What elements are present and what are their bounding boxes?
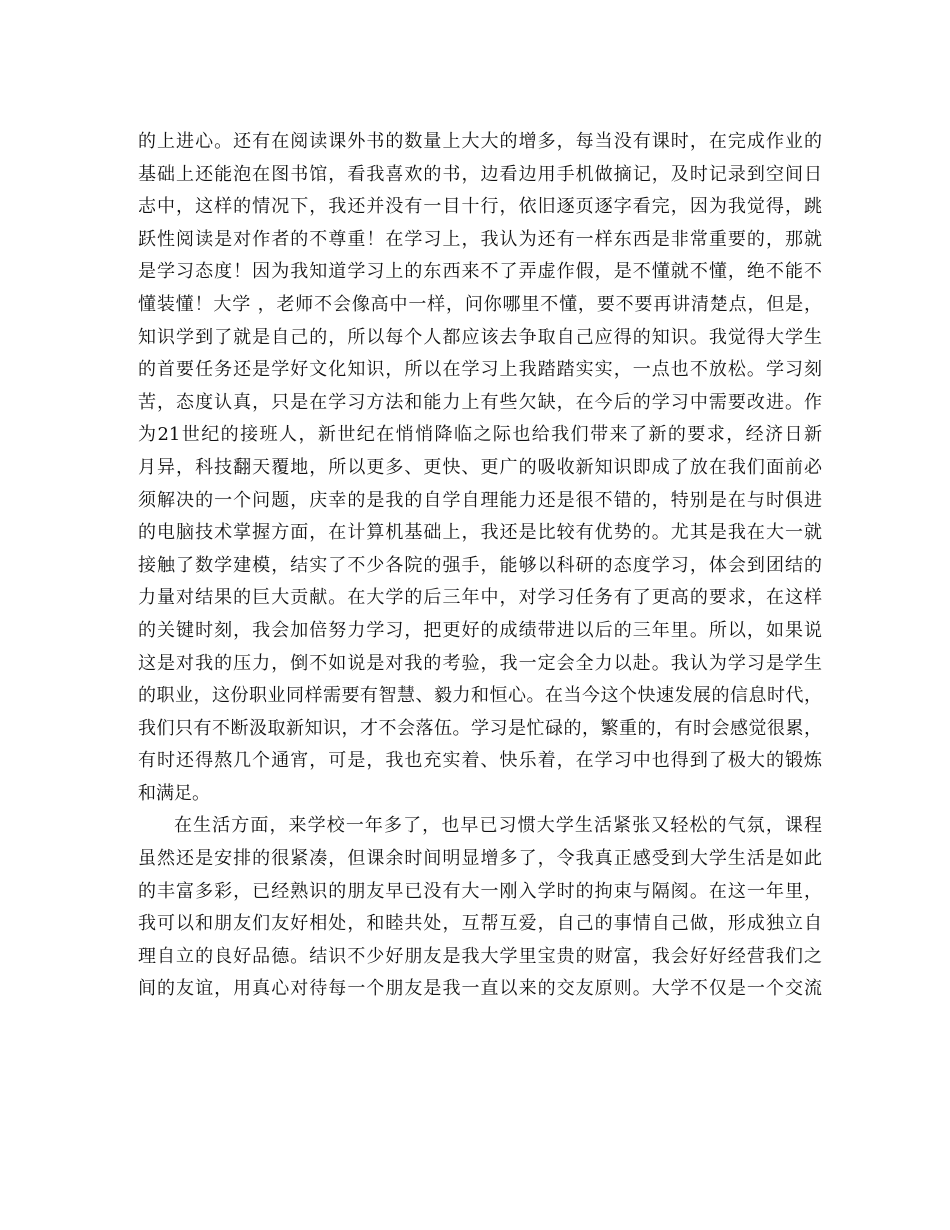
text-line: 和满足。 bbox=[138, 782, 210, 804]
text-line: 跃性阅读是对作者的不尊重！在学习上，我认为还有一样东西是非常重要的，那就 bbox=[138, 228, 822, 250]
text-line: 的职业，这份职业同样需要有智慧、毅力和恒心。在当今这个快速发展的信息时代， bbox=[138, 685, 822, 707]
text-line: 的丰富多彩，已经熟识的朋友早已没有大一刚入学时的拘束与隔阂。在这一年里， bbox=[138, 880, 822, 902]
text-line: 的关键时刻，我会加倍努力学习，把更好的成绩带进以后的三年里。所以，如果说 bbox=[138, 619, 822, 641]
text-line: 虽然还是安排的很紧凑，但课余时间明显增多了，令我真正感受到大学生活是如此 bbox=[138, 848, 822, 870]
body-text bbox=[138, 126, 822, 1006]
text-line: 须解决的一个问题，庆幸的是我的自学自理能力还是很不错的，特别是在与时俱进 bbox=[138, 489, 822, 511]
text-line: 理自立的良好品德。结识不少好朋友是我大学里宝贵的财富，我会好好经营我们之 bbox=[138, 945, 822, 967]
text-line: 有时还得熬几个通宵，可是，我也充实着、快乐着，在学习中也得到了极大的锻炼 bbox=[138, 750, 822, 772]
text-line: 为21世纪的接班人，新世纪在悄悄降临之际也给我们带来了新的要求，经济日新 bbox=[138, 424, 822, 446]
text-line: 是学习态度！因为我知道学习上的东西来不了弄虚作假，是不懂就不懂，绝不能不 bbox=[138, 261, 822, 283]
text-line: 志中，这样的情况下，我还并没有一目十行，依旧逐页逐字看完，因为我觉得，跳 bbox=[138, 196, 822, 218]
text-line: 力量对结果的巨大贡献。在大学的后三年中，对学习任务有了更高的要求，在这样 bbox=[138, 587, 822, 609]
text-line: 的首要任务还是学好文化知识，所以在学习上我踏踏实实，一点也不放松。学习刻 bbox=[138, 359, 822, 381]
text-line: 这是对我的压力，倒不如说是对我的考验，我一定会全力以赴。我认为学习是学生 bbox=[138, 652, 822, 674]
text-line: 的上进心。还有在阅读课外书的数量上大大的增多，每当没有课时，在完成作业的 bbox=[138, 131, 822, 152]
text-line: 月异，科技翻天覆地，所以更多、更快、更广的吸收新知识即成了放在我们面前必 bbox=[138, 456, 822, 478]
paragraph-1 bbox=[138, 126, 822, 810]
text-line: 接触了数学建模，结实了不少各院的强手，能够以科研的态度学习，体会到团结的 bbox=[138, 554, 822, 576]
text-line: 的电脑技术掌握方面，在计算机基础上，我还是比较有优势的。尤其是我在大一就 bbox=[138, 522, 822, 544]
paragraph-2 bbox=[138, 810, 822, 1006]
text-line: 苦，态度认真，只是在学习方法和能力上有些欠缺，在今后的学习中需要改进。作 bbox=[138, 391, 822, 413]
text-line: 懂装懂！大学 ，老师不会像高中一样，问你哪里不懂，要不要再讲清楚点，但是， bbox=[138, 293, 822, 315]
text-line: 我可以和朋友们友好相处，和睦共处，互帮互爱，自己的事情自己做，形成独立自 bbox=[138, 913, 822, 935]
text-line: 我们只有不断汲取新知识，才不会落伍。学习是忙碌的，繁重的，有时会感觉很累， bbox=[138, 717, 822, 739]
text-line: 间的友谊，用真心对待每一个朋友是我一直以来的交友原则。大学不仅是一个交流 bbox=[138, 978, 822, 1000]
text-line: 知识学到了就是自己的，所以每个人都应该去争取自己应得的知识。我觉得大学生 bbox=[138, 326, 822, 348]
text-line: 在生活方面，来学校一年多了，也早已习惯大学生活紧张又轻松的气氛，课程 bbox=[174, 815, 822, 837]
text-line: 基础上还能泡在图书馆，看我喜欢的书，边看边用手机做摘记，及时记录到空间日 bbox=[138, 163, 822, 185]
